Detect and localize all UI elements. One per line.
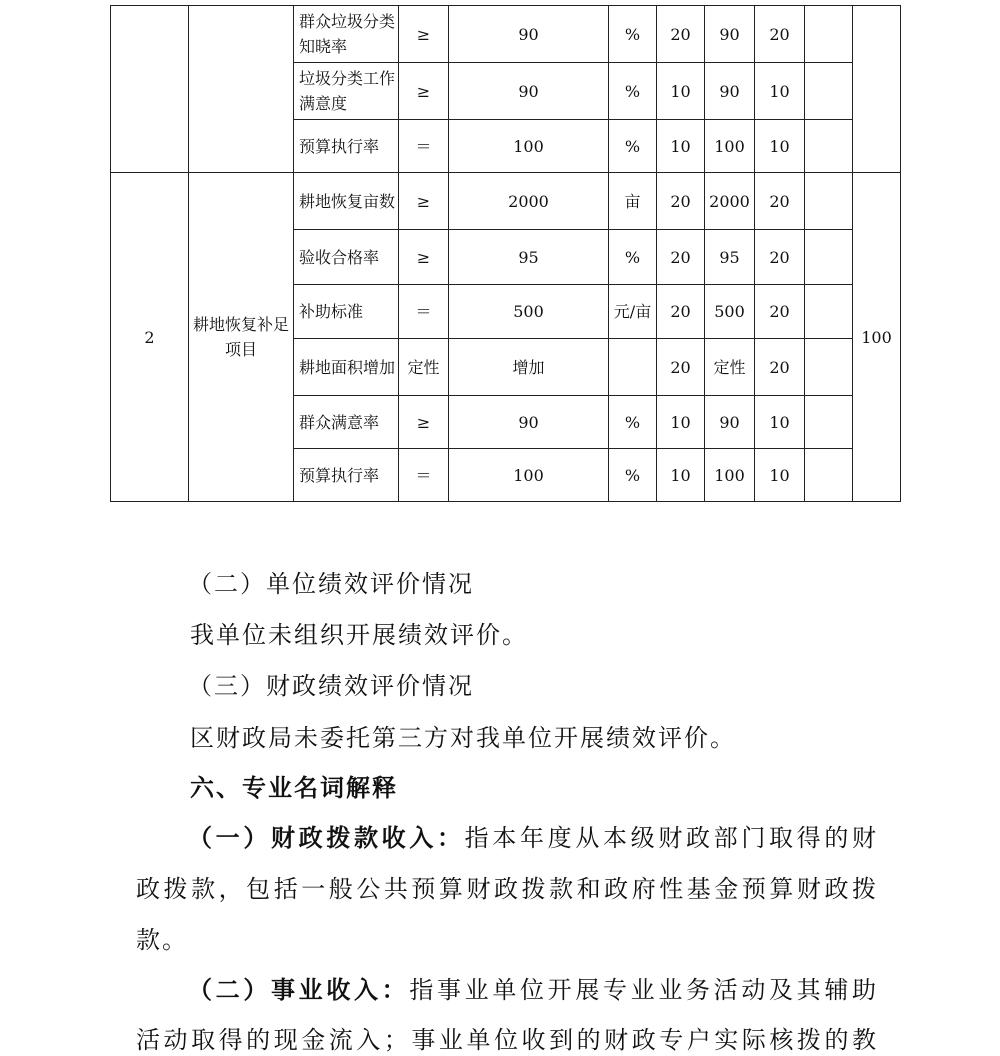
term2-line1 (188, 975, 876, 1005)
unit-cell: 亩 (609, 173, 657, 230)
term2-text: 指事业单位开展专业业务活动及其辅助 (409, 976, 877, 1004)
note-cell (805, 396, 853, 449)
weight-cell: 10 (657, 63, 705, 120)
score-cell: 10 (755, 120, 805, 173)
note-cell (805, 285, 853, 339)
target-cell: 90 (449, 6, 609, 63)
operator-cell: ＝ (399, 285, 449, 339)
fiscal-eval-text: 区财政局未委托第三方对我单位开展绩效评价。 (190, 724, 736, 752)
note-cell (805, 339, 853, 396)
operator-cell: ≥ (399, 230, 449, 285)
weight-cell: 20 (657, 230, 705, 285)
actual-cell: 500 (705, 285, 755, 339)
actual-cell: 100 (705, 449, 755, 502)
term1-line1 (188, 823, 876, 853)
total-cell: 100 (853, 173, 901, 502)
project-no-cell: 2 (111, 173, 189, 502)
actual-cell: 定性 (705, 339, 755, 396)
unit-cell: % (609, 449, 657, 502)
actual-cell: 90 (705, 396, 755, 449)
indicator-cell: 预算执行率 (294, 449, 399, 502)
table-row (111, 6, 901, 63)
weight-cell: 10 (657, 396, 705, 449)
score-cell: 10 (755, 396, 805, 449)
unit-cell: % (609, 396, 657, 449)
target-cell: 90 (449, 396, 609, 449)
indicator-cell: 垃圾分类工作满意度 (294, 63, 399, 120)
weight-cell: 20 (657, 173, 705, 230)
indicator-cell: 群众满意率 (294, 396, 399, 449)
unit-cell: % (609, 6, 657, 63)
actual-cell: 90 (705, 63, 755, 120)
operator-cell: ＝ (399, 449, 449, 502)
term2-line2: 活动取得的现金流入；事业单位收到的财政专户实际核拨的教 (136, 1026, 876, 1054)
project-name-cell (189, 6, 294, 173)
target-cell: 100 (449, 120, 609, 173)
operator-cell: ≥ (399, 63, 449, 120)
note-cell (805, 6, 853, 63)
unit-eval-heading: （二）单位绩效评价情况 (188, 570, 474, 598)
terms-heading: 六、专业名词解释 (190, 773, 398, 802)
note-cell (805, 230, 853, 285)
operator-cell: ≥ (399, 173, 449, 230)
project-no-cell (111, 6, 189, 173)
fiscal-eval-heading: （三）财政绩效评价情况 (188, 672, 474, 700)
unit-cell (609, 339, 657, 396)
term1-line2: 政拨款，包括一般公共预算财政拨款和政府性基金预算财政拨 (136, 875, 876, 903)
operator-cell: ＝ (399, 120, 449, 173)
note-cell (805, 120, 853, 173)
indicator-cell: 预算执行率 (294, 120, 399, 173)
unit-eval-text: 我单位未组织开展绩效评价。 (190, 621, 528, 649)
indicator-cell: 耕地面积增加 (294, 339, 399, 396)
performance-table (110, 5, 901, 502)
weight-cell: 10 (657, 120, 705, 173)
term2-label: （二）事业收入： (188, 975, 410, 1004)
unit-cell: % (609, 63, 657, 120)
score-cell: 20 (755, 339, 805, 396)
term1-label: （一）财政拨款收入： (188, 823, 465, 852)
note-cell (805, 449, 853, 502)
table-body (111, 6, 901, 502)
weight-cell: 20 (657, 339, 705, 396)
target-cell: 100 (449, 449, 609, 502)
weight-cell: 20 (657, 6, 705, 63)
target-cell: 增加 (449, 339, 609, 396)
unit-cell: % (609, 120, 657, 173)
operator-cell: ≥ (399, 6, 449, 63)
unit-cell: % (609, 230, 657, 285)
indicator-cell: 耕地恢复亩数 (294, 173, 399, 230)
actual-cell: 2000 (705, 173, 755, 230)
project-name-cell: 耕地恢复补足项目 (189, 173, 294, 502)
target-cell: 2000 (449, 173, 609, 230)
score-cell: 10 (755, 63, 805, 120)
actual-cell: 95 (705, 230, 755, 285)
target-cell: 90 (449, 63, 609, 120)
target-cell: 95 (449, 230, 609, 285)
score-cell: 20 (755, 173, 805, 230)
actual-cell: 100 (705, 120, 755, 173)
weight-cell: 20 (657, 285, 705, 339)
score-cell: 20 (755, 6, 805, 63)
operator-cell: ≥ (399, 396, 449, 449)
actual-cell: 90 (705, 6, 755, 63)
indicator-cell: 群众垃圾分类知晓率 (294, 6, 399, 63)
score-cell: 20 (755, 285, 805, 339)
weight-cell: 10 (657, 449, 705, 502)
term1-line3: 款。 (136, 926, 188, 954)
indicator-cell: 验收合格率 (294, 230, 399, 285)
table-row (111, 173, 901, 230)
indicator-cell: 补助标准 (294, 285, 399, 339)
note-cell (805, 63, 853, 120)
unit-cell: 元/亩 (609, 285, 657, 339)
total-cell (853, 6, 901, 173)
term1-text: 指本年度从本级财政部门取得的财 (464, 824, 877, 852)
operator-cell: 定性 (399, 339, 449, 396)
score-cell: 10 (755, 449, 805, 502)
note-cell (805, 173, 853, 230)
target-cell: 500 (449, 285, 609, 339)
score-cell: 20 (755, 230, 805, 285)
